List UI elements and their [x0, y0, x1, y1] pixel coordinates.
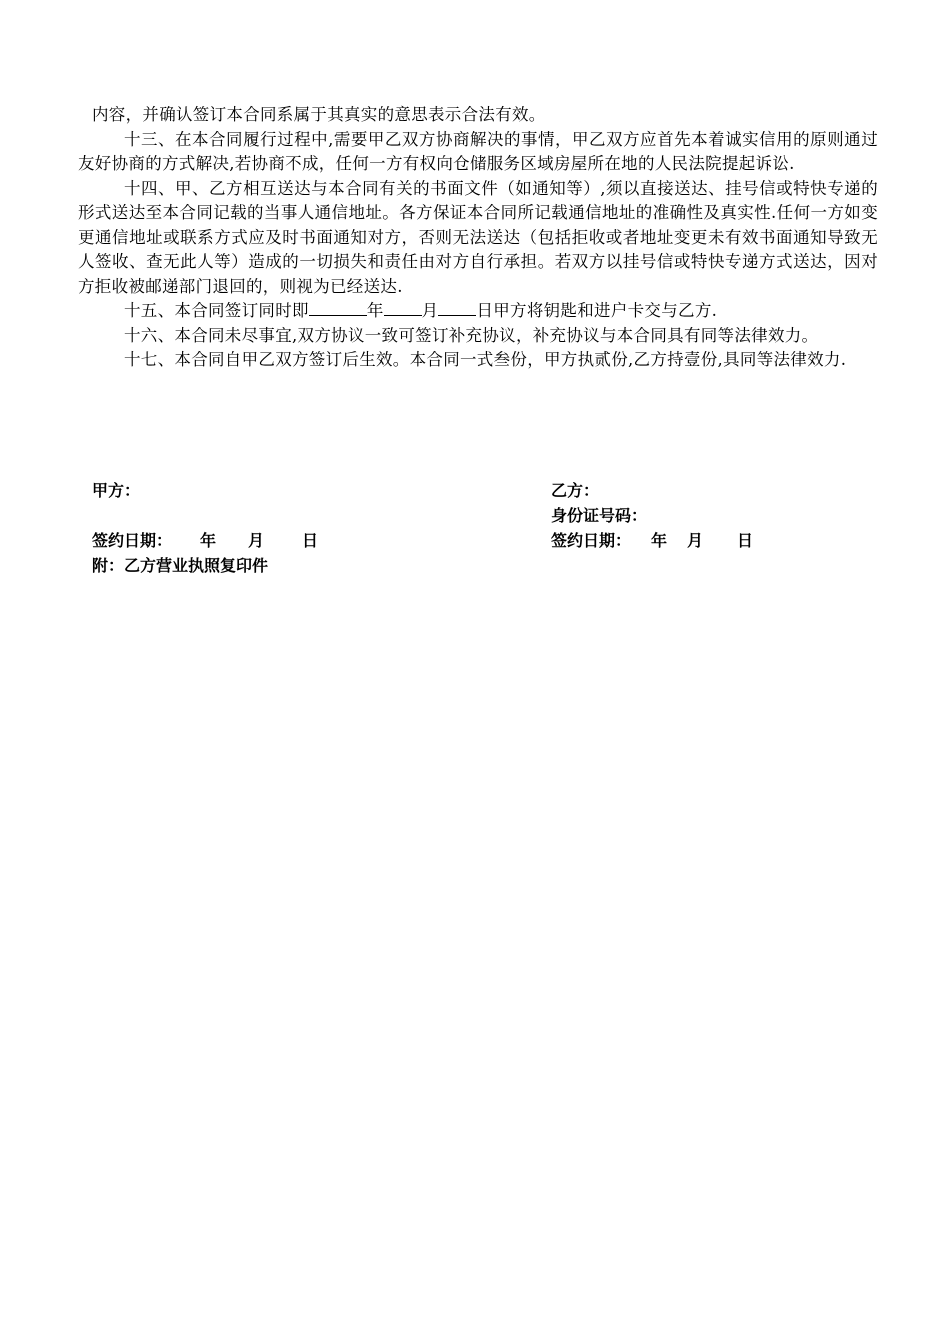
date-day: 日 [737, 531, 754, 550]
clause-15-text-a: 十五、本合同签订同时即 [124, 301, 309, 320]
signature-row-id [78, 503, 878, 528]
party-b-sign-date [551, 528, 753, 553]
day-blank [438, 299, 476, 316]
clause-14: 十四、甲、乙方相互送达与本合同有关的书面文件（如通知等）,须以直接送达、挂号信或特快专递的形式送达至本合同记载的当事人通信地址。各方保证本合同所记载通信地址的准确性及真实性.任何一方如变更通信地址或联系方式应及时书面通知对方，否则无法送达（包括拒收或者地址变更未有效书面通知导致无人签收、查无此人等）造成的一切损失和责任由对方自行承担。若双方以挂号信或特快专递方式送达，因对方拒收被邮递部门退回的，则视为已经送达. [78, 178, 878, 296]
clause-13: 十三、在本合同履行过程中,需要甲乙双方协商解决的事情，甲乙双方应首先本着诚实信用的原则通过友好协商的方式解决,若协商不成，任何一方有权向仓储服务区域房屋所在地的人民法院提起诉讼. [78, 129, 878, 173]
clause-17: 十七、本合同自甲乙双方签订后生效。本合同一式叁份，甲方执贰份,乙方持壹份,具同等法律效力. [124, 350, 847, 369]
date-day: 日 [302, 531, 319, 550]
clause-15-year: 年 [366, 301, 384, 320]
clause-15-month: 月 [421, 301, 439, 320]
date-month: 月 [687, 531, 704, 550]
year-blank [309, 299, 367, 316]
date-year: 年 [651, 531, 668, 550]
id-number-label: 身份证号码： [551, 506, 648, 525]
signature-row-parties [78, 478, 878, 503]
date-month: 月 [248, 531, 265, 550]
party-b-label: 乙方： [551, 481, 600, 500]
clause-16: 十六、本合同未尽事宜,双方协议一致可签订补充协议，补充协议与本合同具有同等法律效力。 [124, 325, 819, 345]
date-year: 年 [200, 531, 217, 550]
signature-block [78, 478, 878, 578]
clause-15-text-d: 日甲方将钥匙和进户卡交与乙方. [476, 301, 718, 320]
signature-row-attachment [78, 553, 878, 578]
contract-body [78, 103, 878, 373]
party-a-label: 甲方： [92, 481, 141, 500]
month-blank [384, 299, 422, 316]
intro-paragraph: 内容，并确认签订本合同系属于其真实的意思表示合法有效。 [92, 105, 546, 124]
clause-15 [78, 299, 878, 324]
sign-date-label: 签约日期： [92, 531, 173, 550]
signature-row-dates [78, 528, 878, 553]
party-a-sign-date [92, 528, 318, 553]
attachment-note: 附：乙方营业执照复印件 [92, 556, 269, 575]
sign-date-label: 签约日期： [551, 531, 632, 550]
